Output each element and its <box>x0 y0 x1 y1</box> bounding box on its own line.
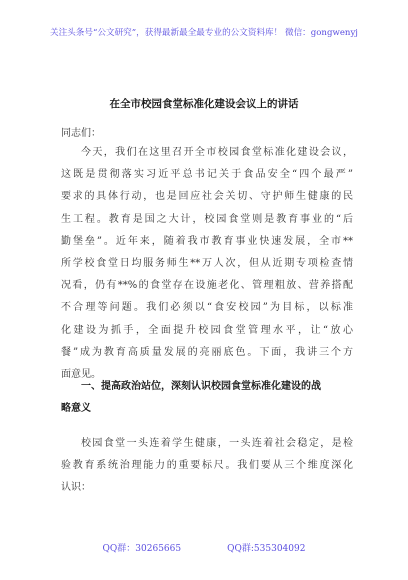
paragraph-line: 今天，我们在这里召开全市校园食堂标准化建设会议， <box>81 147 353 158</box>
paragraph-line: 不合理等问题。我们必须以“食安校园”为目标，以标准 <box>61 302 353 314</box>
paragraph-line: 认识： <box>61 482 91 494</box>
paragraph-line: 勤堡垒”。近年来，随着我市教育事业快速发展，全市** <box>61 235 353 247</box>
paragraph-line: 校园食堂一头连着学生健康，一头连着社会稳定，是检 <box>81 438 353 449</box>
salutation: 同志们： <box>61 128 101 139</box>
qq-group-2: QQ群:535304092 <box>227 544 306 554</box>
paragraph-line: 化建设为抓手，全面提升校园食堂管理水平，让“放心 <box>61 324 353 336</box>
footer-contact <box>0 541 408 554</box>
paragraph-line: 况看，仍有**%的食堂存在设施老化、管理粗放、营养搭配 <box>61 280 353 292</box>
page-title: 在全市校园食堂标准化建设会议上的讲话 <box>109 98 299 110</box>
section-heading-1 <box>61 376 353 420</box>
paragraph-line: 面意见。 <box>61 369 101 381</box>
paragraph-line: 要求的具体行动，也是回应社会关切、守护师生健康的民 <box>61 191 353 203</box>
paragraph-line: 餐”成为教育高质量发展的亮丽底色。下面，我讲三个方 <box>61 346 353 358</box>
paragraph-section-1 <box>61 433 353 500</box>
qq-group-1: QQ群：30265665 <box>102 544 182 554</box>
paragraph-line: 这既是贯彻落实习近平总书记关于食品安全“四个最严” <box>61 169 353 181</box>
paragraph-line: 生工程。教育是国之大计，校园食堂则是教育事业的“后 <box>61 213 353 225</box>
section-heading-line: 一、提高政治站位，深刻认识校园食堂标准化建设的战 <box>81 381 321 392</box>
header-banner: 关注头条号“公文研究”，获得最新最全最专业的公文资料库！ 微信：gongwenyj <box>50 28 358 38</box>
section-heading-line: 略意义 <box>61 403 91 415</box>
paragraph-intro <box>61 142 353 386</box>
paragraph-line: 所学校食堂日均服务师生**万人次，但从近期专项检查情 <box>61 258 353 270</box>
paragraph-line: 验教育系统治理能力的重要标尺。我们要从三个维度深化 <box>61 460 353 472</box>
